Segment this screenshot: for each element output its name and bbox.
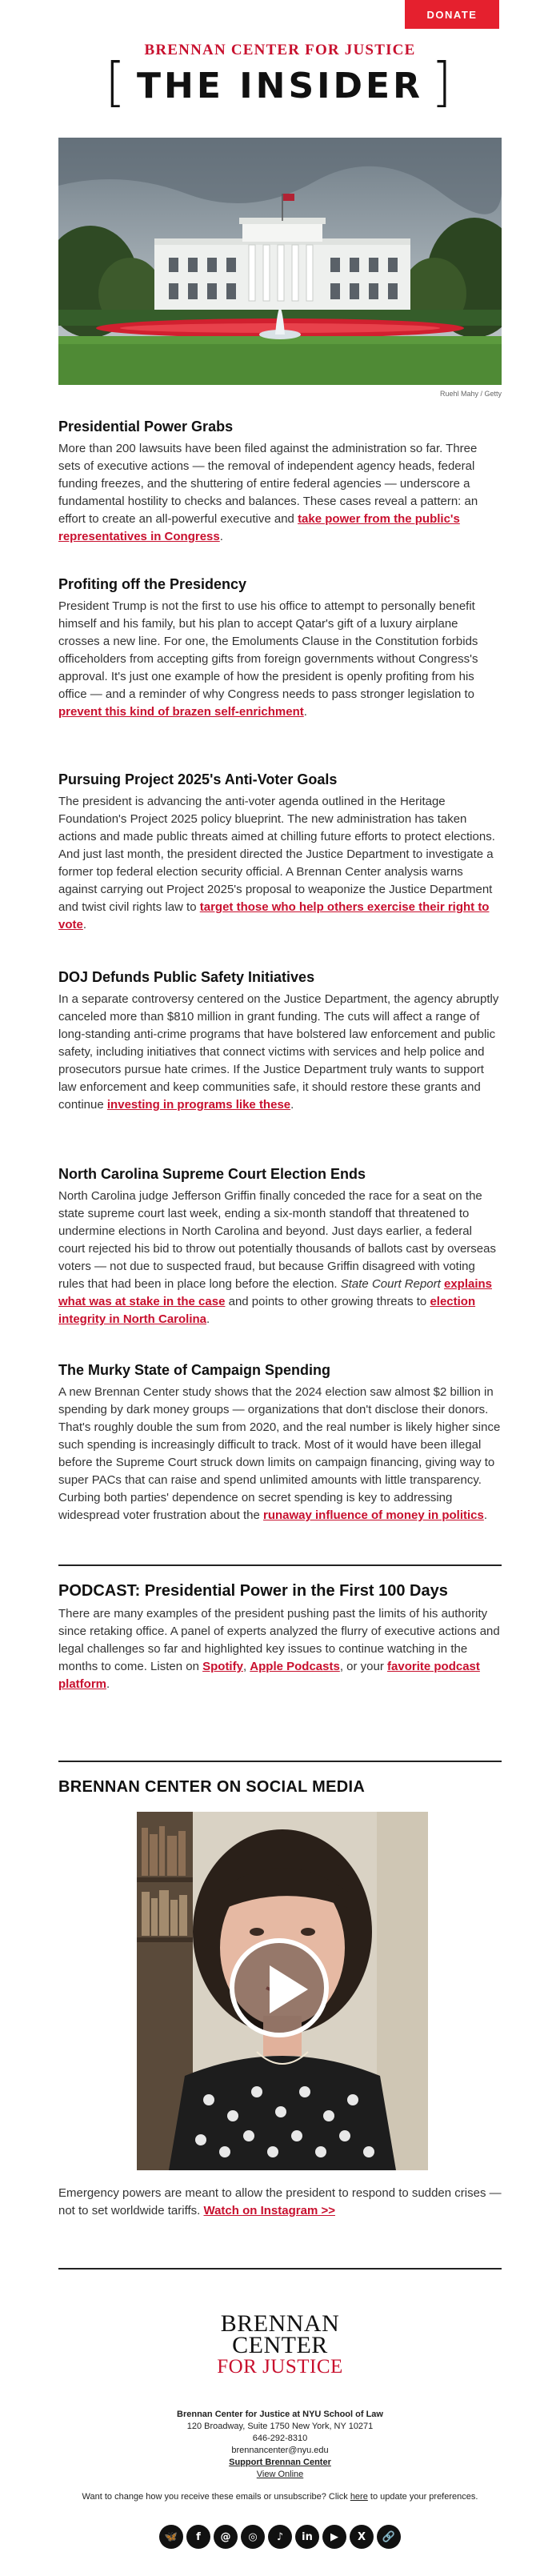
logo-line-center: CENTER (232, 2332, 328, 2358)
photo-credit: Ruehl Mahy / Getty (439, 390, 502, 398)
logo-line-brennan: BRENNAN (220, 2310, 340, 2337)
instagram-video-thumbnail[interactable] (137, 1812, 428, 2170)
newsletter-title (105, 51, 455, 113)
hero-image-white-house (58, 138, 502, 385)
section-title: North Carolina Supreme Court Election Ends (58, 1166, 366, 1182)
section-title: DOJ Defunds Public Safety Initiatives (58, 969, 315, 985)
newsletter-title-text: THE INSIDER (137, 65, 423, 106)
section-body: A new Brennan Center study shows that the 2024 election saw almost $2 billion in spending by dark money groups — organizations that don't disclose their donors. That's roughly double the sum from 2020, and the real number is likely higher since such spending is increasingly difficult to track. Most of it would have been illegal before the Supreme Court struck down limits on campaign financing, giving way to super PACs that can raise and spend unlimited amounts with little transparency. Curbing both parties' dependence on secret spending is key to addressing widespread voter frustration about the runaway influence of money in politics. (58, 1385, 501, 1522)
article-profiting-presidency (58, 576, 502, 721)
masthead (0, 42, 560, 113)
article-project-2025 (58, 771, 502, 934)
apple-podcasts-link[interactable]: Apple Podcasts (250, 1660, 340, 1673)
section-body: More than 200 lawsuits have been filed against the administration so far. Three sets of executive actions — the removal of independent agency heads, federal funding freezes, and the shuttering of entire federal agencies — underscore a fundamental hostility to checks and balances. These cases reveal a pattern: an effort to create an all-powerful executive and take power from the public's representatives in Congress. (58, 442, 478, 543)
podcast-section (58, 1582, 502, 1693)
spotify-link[interactable]: Spotify (202, 1660, 243, 1673)
right-to-vote-link[interactable]: target those who help others exercise their right to vote (58, 900, 490, 931)
watch-instagram-link[interactable]: Watch on Instagram >> (203, 2204, 335, 2217)
investing-programs-link[interactable]: investing in programs like these (106, 1098, 291, 1112)
article-doj-defunds (58, 969, 502, 1114)
social-section-title: BRENNAN CENTER ON SOCIAL MEDIA (58, 1778, 366, 1796)
bracket-left: [ (105, 51, 130, 113)
footer-address: 120 Broadway, Suite 1750 New York, NY 10271 (186, 2422, 374, 2431)
section-body: In a separate controversy centered on the Justice Department, the agency abruptly canceled more than $810 million in grant funding. The cuts will affect a range of long-standing anti-crime programs that have bolstered law enforcement and public safety, including initiatives that connect victims with services and help police and prosecutors pursue hate crimes. If the Justice Department truly wants to support law enforcement and keep communities safe, it should restore these grants and continue investing in programs like these. (58, 992, 499, 1112)
preferences-text: Want to change how you receive these emails or unsubscribe? Click here to update your preferences. (82, 2492, 478, 2502)
instagram-icon[interactable]: ◎ (241, 2525, 265, 2549)
divider (58, 2268, 502, 2270)
section-body: The president is advancing the anti-voter agenda outlined in the Heritage Foundation's Project 2025 policy blueprint. The new administration has taken actions and made public threats aimed at chilling future efforts to protect elections. And just last month, the president directed the Justice Department to investigate a former top federal election security official. A Brennan Center analysis warns against carrying out Project 2025's proposal to weaponize the Justice Department and twist civil rights law to target those who help others exercise their right to vote. (58, 795, 495, 931)
article-campaign-spending (58, 1362, 502, 1524)
stake-in-case-link[interactable]: explains what was at stake in the case (58, 1277, 493, 1308)
footer-org-name: Brennan Center for Justice at NYU School of Law (177, 2410, 383, 2419)
section-title: Presidential Power Grabs (58, 419, 234, 435)
linkedin-icon[interactable]: in (295, 2525, 319, 2549)
youtube-icon[interactable]: ▶ (322, 2525, 346, 2549)
podcast-body: There are many examples of the president pushing past the limits of his authority since retaking office. A panel of experts analyzed the flurry of executive actions and legal challenges so far and highlighted key issues to continue watching in the months to come. Listen on Spotify, Apple Podcasts, or your favorite podcast platform. (58, 1607, 500, 1691)
preferences-link[interactable]: here (350, 2492, 368, 2502)
facebook-icon[interactable]: f (186, 2525, 210, 2549)
logo-line-for-justice: FOR JUSTICE (217, 2356, 343, 2378)
article-north-carolina (58, 1166, 502, 1328)
section-body: President Trump is not the first to use his office to attempt to personally benefit himself and his family, but his plan to accept Qatar's gift of a luxury airplane crosses a new line. For one, the Emoluments Clause in the Constitution forbids officeholders from accepting gifts from foreign governments without Congress's approval. It's just one example of how the president is openly profiting from his office — and a reminder of why Congress needs to pass stronger legislation to prevent this kind of brazen self-enrichment. (58, 599, 478, 719)
section-title: Profiting off the Presidency (58, 576, 247, 592)
article-presidential-power-grabs (58, 419, 502, 546)
self-enrichment-link[interactable]: prevent this kind of brazen self-enrichment (58, 705, 304, 719)
bluesky-icon[interactable]: 🦋 (159, 2525, 183, 2549)
link-icon[interactable]: 🔗 (377, 2525, 401, 2549)
tiktok-icon[interactable]: ♪ (268, 2525, 292, 2549)
donate-button[interactable]: DONATE (405, 0, 499, 29)
podcast-title: PODCAST: Presidential Power in the First 100 Days (58, 1582, 448, 1600)
divider (58, 1761, 502, 1762)
social-caption-text: Emergency powers are meant to allow the president to respond to sudden crises — not to set worldwide tariffs. Watch on Instagram >> (58, 2186, 502, 2217)
bracket-right: ] (430, 51, 455, 113)
section-body: North Carolina judge Jefferson Griffin finally conceded the race for a seat on the state supreme court last week, ending a six-month standoff that threatened to undermine elections in North Carolina and beyond. Just days earlier, a federal court rejected his bid to throw out potentially thousands of ballots cast by overseas voters — not due to suspected fraud, but because Griffin disagreed with voting rules that had been in place long before the election. State Court Report explains what was at stake in the case and points to other growing threats to election integrity in North Carolina. (58, 1189, 496, 1326)
support-link[interactable]: Support Brennan Center (229, 2458, 331, 2467)
play-icon[interactable] (230, 1938, 329, 2037)
footer-contact (0, 2409, 560, 2481)
footer-email: brennancenter@nyu.edu (231, 2446, 329, 2455)
view-online-link[interactable]: View Online (256, 2470, 304, 2479)
favorite-podcast-link[interactable]: favorite podcast platform (58, 1660, 480, 1691)
x-icon[interactable]: X (350, 2525, 374, 2549)
money-in-politics-link[interactable]: runaway influence of money in politics (262, 1508, 484, 1522)
election-integrity-link[interactable]: election integrity in North Carolina (58, 1295, 476, 1326)
section-title: Pursuing Project 2025's Anti-Voter Goals (58, 771, 338, 787)
brand-name: BRENNAN CENTER FOR JUSTICE (144, 42, 416, 58)
section-title: The Murky State of Campaign Spending (58, 1362, 331, 1378)
take-power-link[interactable]: take power from the public's representatives in Congress (58, 512, 460, 543)
footer-logo (0, 2310, 560, 2378)
footer-phone: 646-292-8310 (252, 2434, 308, 2443)
threads-icon[interactable]: @ (214, 2525, 238, 2549)
social-icons (0, 2525, 560, 2549)
social-caption (58, 2185, 502, 2220)
divider (58, 1564, 502, 1566)
